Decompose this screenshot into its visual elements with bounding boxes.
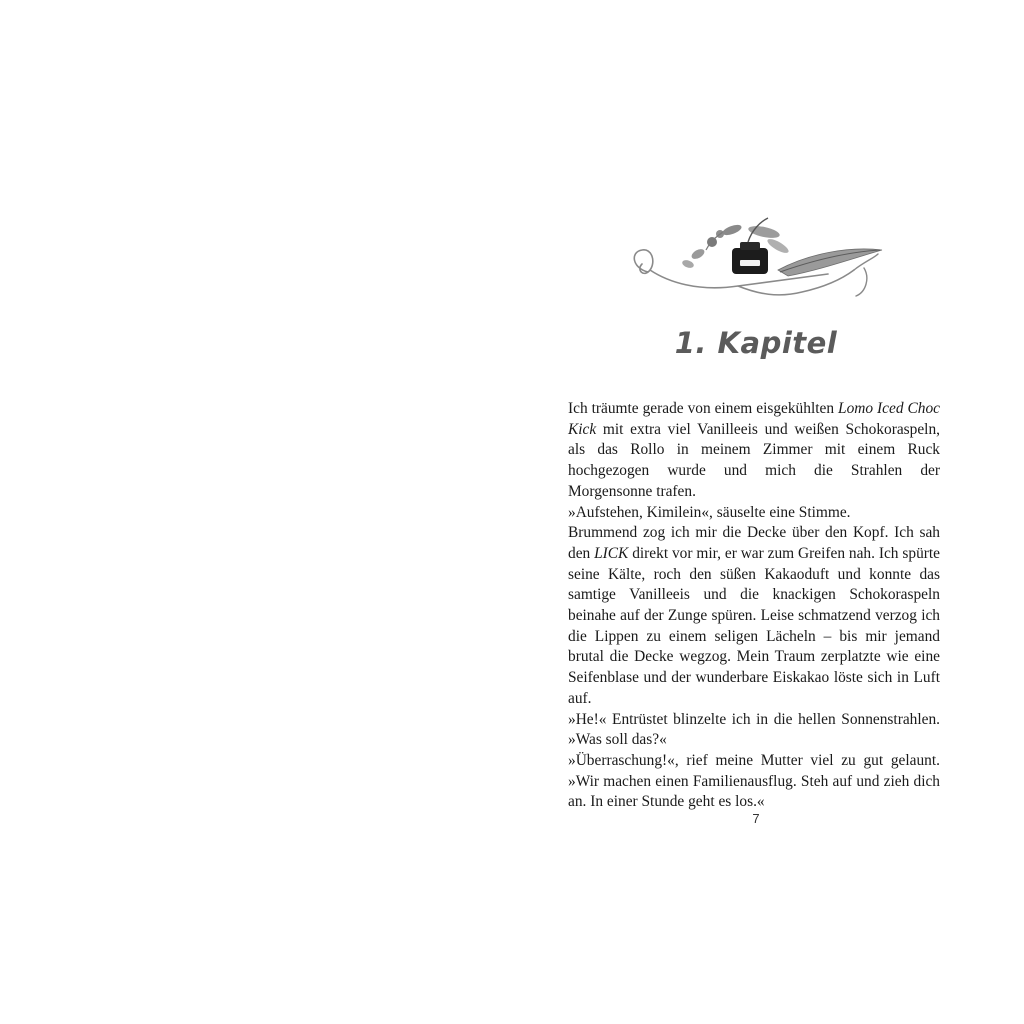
right-page xyxy=(512,0,1024,1024)
paragraph: »Aufstehen, Kimilein«, säuselte eine Stimme. xyxy=(568,503,851,521)
chapter-title: 1. Kapitel xyxy=(674,326,838,360)
paragraph: »Überraschung!«, rief meine Mutter viel zu gut gelaunt. »Wir machen einen Familienausflug. Steh auf und zieh dich an. In einer Stunde geht es los.« xyxy=(568,751,940,811)
paragraph: Ich träumte gerade von einem eisgekühlten Lomo Iced Choc Kick mit extra viel Vanilleeis und weißen Schokoraspeln, als das Rollo in meinem Zimmer mit einem Ruck hochgezogen wurde und mich die Strahlen der Morgensonne trafen. xyxy=(568,400,941,500)
chapter-body xyxy=(568,399,940,813)
page-number: 7 xyxy=(752,811,760,826)
paragraph: »He!« Entrüstet blinzelte ich in die hellen Sonnenstrahlen. »Was soll das?« xyxy=(568,710,940,749)
inkwell-quill-flourish-icon xyxy=(628,212,884,308)
paragraph: Brummend zog ich mir die Decke über den Kopf. Ich sah den LICK direkt vor mir, er war zum Greifen nah. Ich spürte seine Kälte, roch den süßen Kakaoduft und konnte das samtige Vanilleeis und die knackigen Schokoraspeln beinahe auf der Zunge spüren. Leise schmatzend verzog ich die Lippen zu einem seligen Lächeln – bis mir jemand brutal die Decke wegzog. Mein Traum zerplatzte wie eine Seifenblase und der wunderbare Eiskakao löste sich in Luft auf. xyxy=(568,524,940,707)
